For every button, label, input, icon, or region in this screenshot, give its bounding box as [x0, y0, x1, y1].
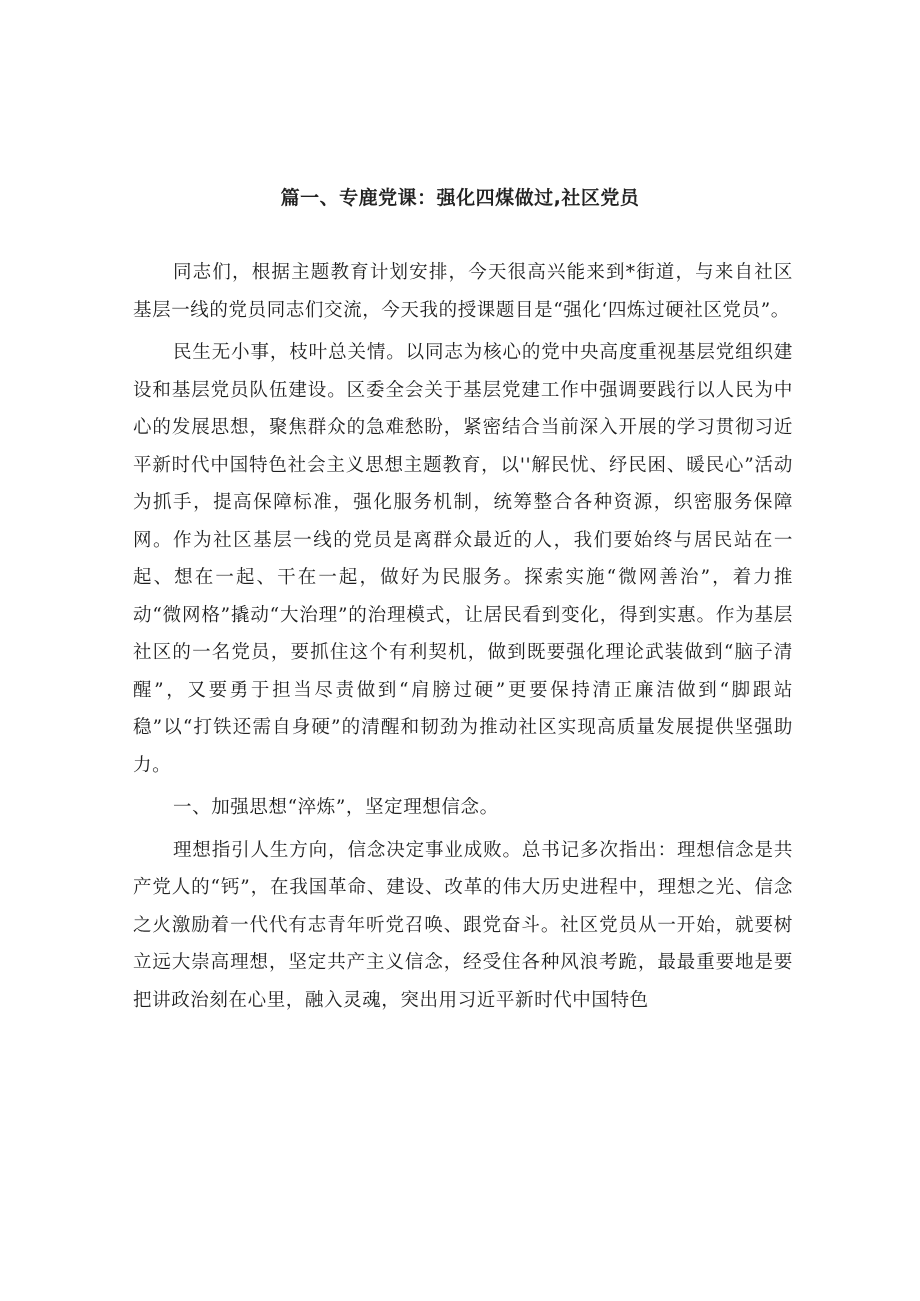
- document-title: 篇一、专鹿党课：强化四煤做过,社区党员: [280, 187, 640, 209]
- document-body: [133, 254, 793, 1019]
- section-heading-one: 一、加强思想“淬炼”，坚定理想信念。: [173, 797, 499, 818]
- paragraph-livelihood: 民生无小事，枝叶总关情。以同志为核心的党中央高度重视基层党组织建设和基层党员队伍建设。区委全会关于基层党建工作中强调要践行以人民为中心的发展思想，聚焦群众的急难愁盼，紧密结合当前深入开展的学习贯彻习近平新时代中国特色社会主义思想主题教育，以''解民忧、纾民困、暖民心”活动为抓手，提高保障标准，强化服务机制，统筹整合各种资源，织密服务保障网。作为社区基层一线的党员是离群众最近的人，我们要始终与居民站在一起、想在一起、干在一起，做好为民服务。探索实施“微网善治”，着力推动“微网格”撬动“大治理”的治理模式，让居民看到变化，得到实惠。作为基层社区的一名党员，要抓住这个有利契机，做到既要强化理论武装做到“脑子清醒”，又要勇于担当尽责做到“肩膀过硬”更要保持清正廉洁做到“脚跟站稳”以“打铁还需自身硬”的清醒和韧劲为推动社区实现高质量发展提供坚强助力。: [133, 342, 793, 776]
- paragraph-opening: 同志们，根据主题教育计划安排，今天很高兴能来到*街道，与来自社区基层一线的党员同志们交流，今天我的授课题目是“强化‘四炼过硬社区党员”。: [133, 262, 793, 321]
- paragraph-ideals: 理想指引人生方向，信念决定事业成败。总书记多次指出：理想信念是共产党人的“钙”，在我国革命、建设、改革的伟大历史进程中，理想之光、信念之火激励着一代代有志青年听党召唤、跟党奋斗。社区党员从一开始，就要树立远大崇高理想，坚定共产主义信念，经受住各种风浪考跪，最最重要地是要把讲政治刻在心里，融入灵魂，突出用习近平新时代中国特色: [133, 839, 793, 1011]
